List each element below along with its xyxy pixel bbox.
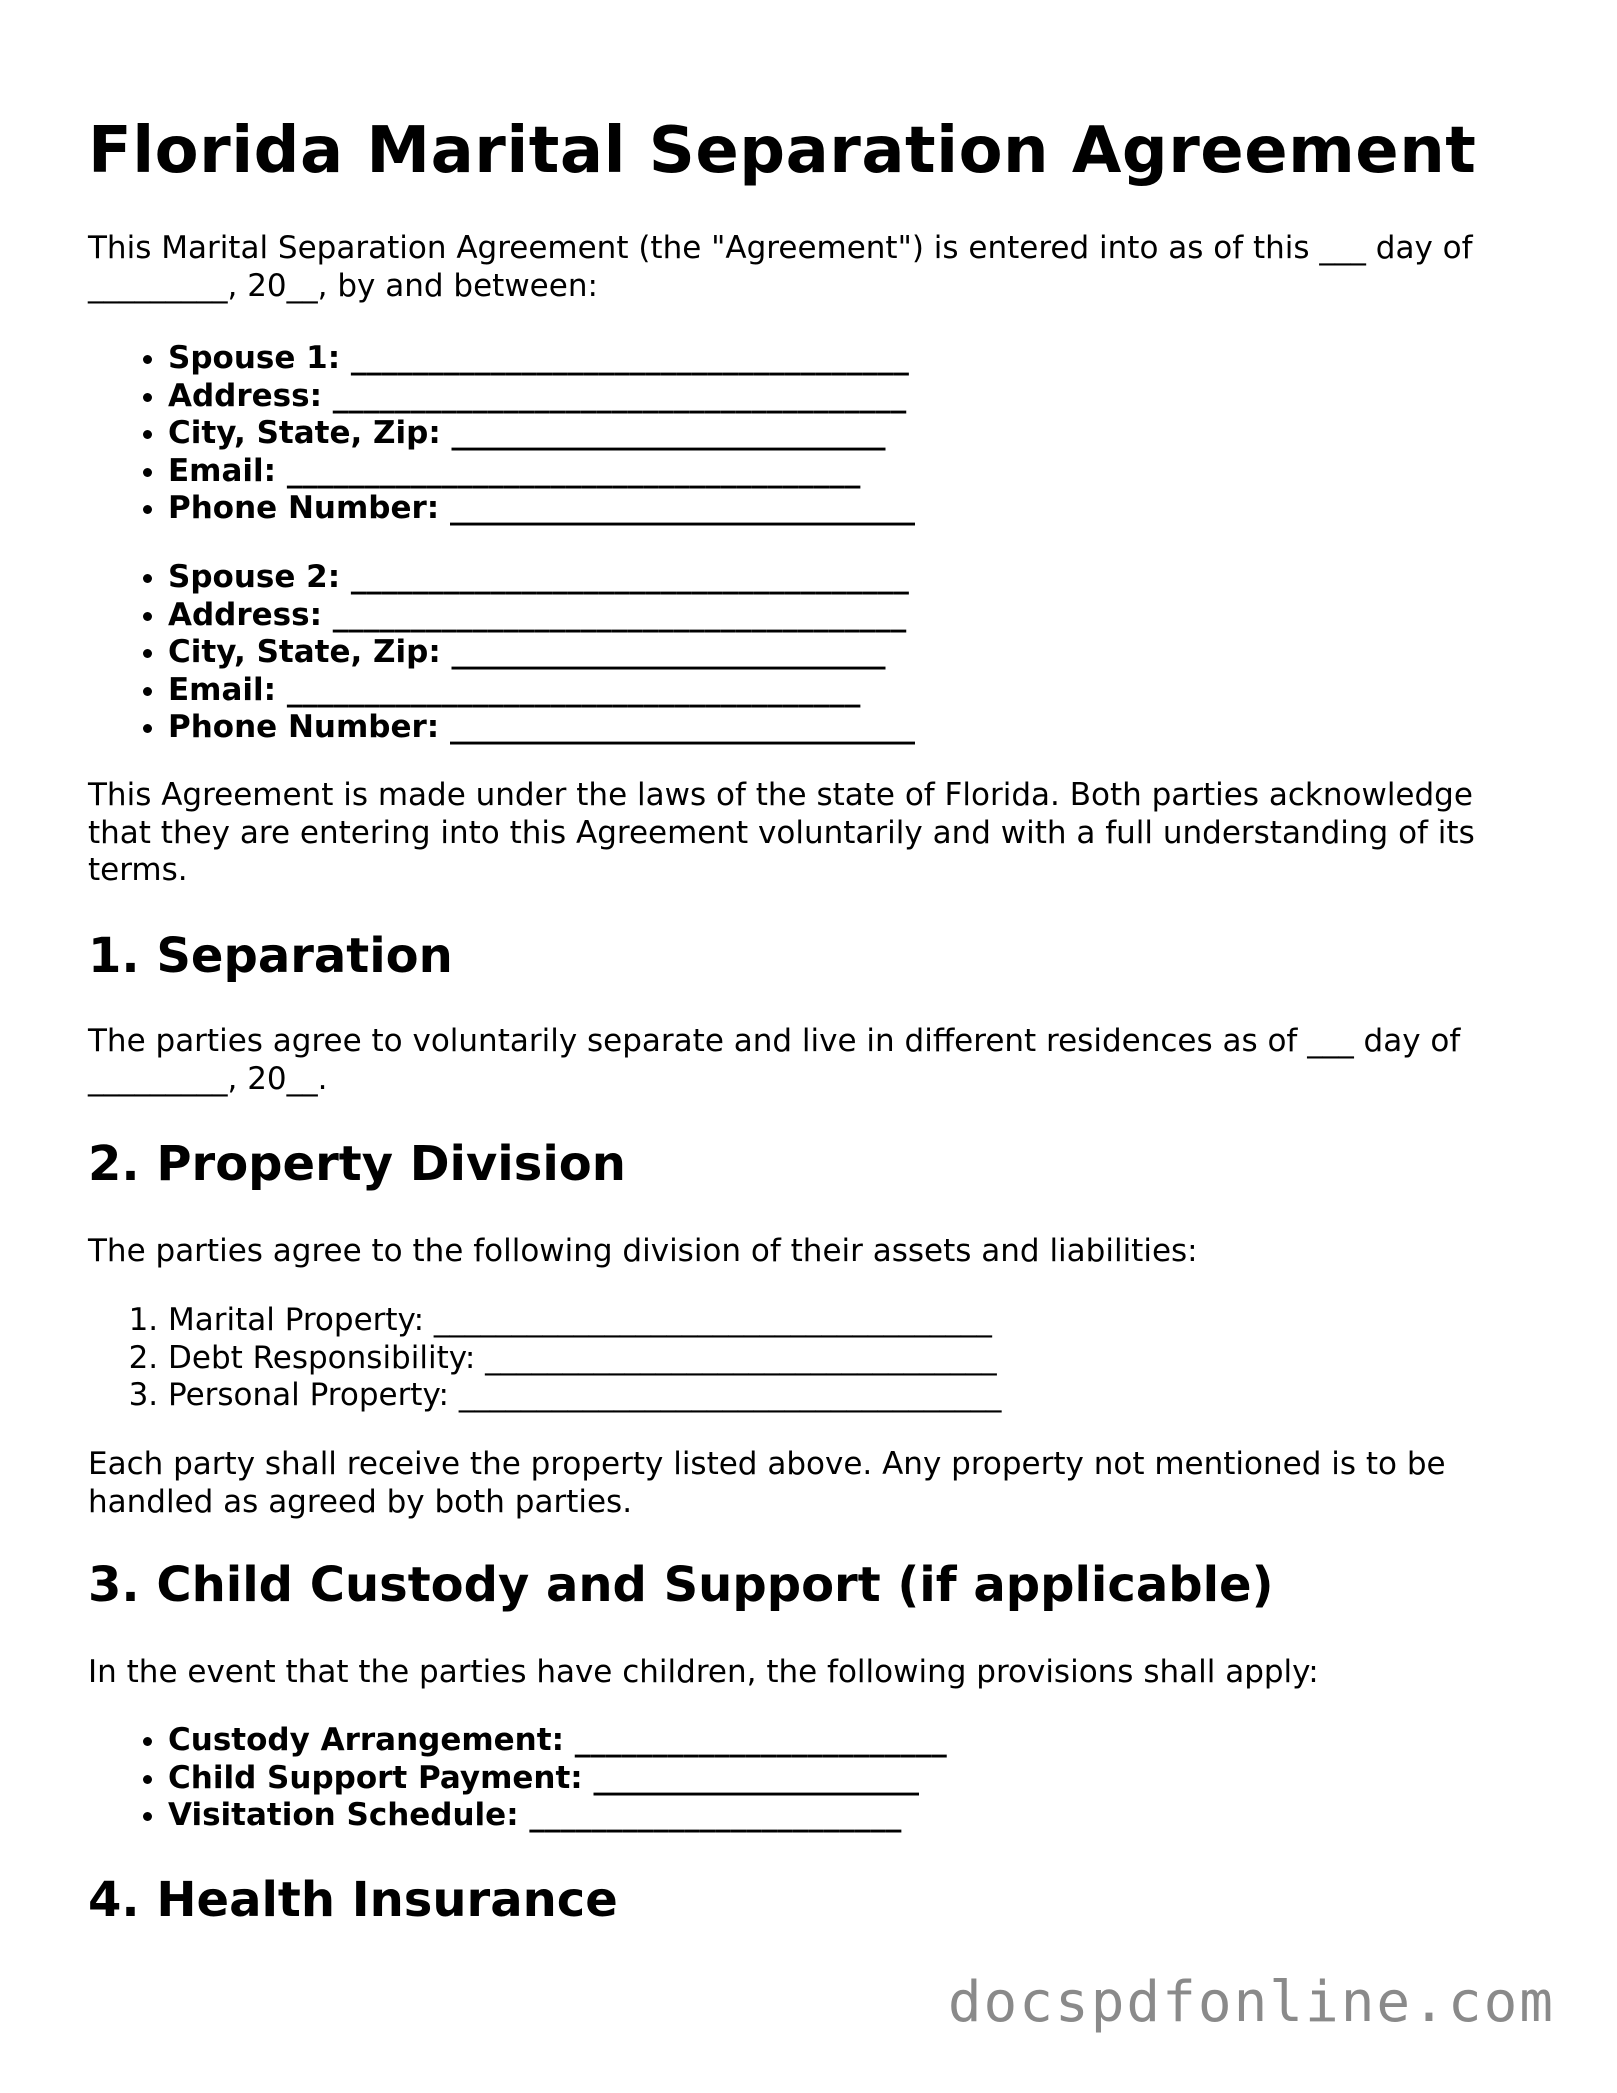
spouse-1-email-field: • Email: _____________________________________: [168, 453, 915, 491]
spouse-2-fields: [88, 559, 915, 747]
spouse-2-phone-field: • Phone Number: ______________________________: [168, 709, 915, 747]
property-division-list: [88, 1302, 1001, 1415]
child-custody-fields: [88, 1722, 947, 1835]
spouse-2-name-field: • Spouse 2: ____________________________________: [168, 559, 915, 597]
section-1-text: The parties agree to voluntarily separate and live in different residences as of ___ day of _________, 20__.: [88, 1023, 1461, 1097]
laws-paragraph: This Agreement is made under the laws of the state of Florida. Both parties acknowledge that they are entering into this Agreement voluntarily and with a full understanding of its terms.: [88, 777, 1475, 888]
spouse-2-email-field: • Email: _____________________________________: [168, 672, 915, 710]
intro-paragraph: This Marital Separation Agreement (the "Agreement") is entered into as of this ___ day of _________, 20__, by and between:: [88, 230, 1473, 304]
watermark: docspdfonline.com: [947, 1970, 1555, 2035]
spouse-1-name-field: • Spouse 1: ____________________________________: [168, 340, 915, 378]
spouse-1-phone-field: • Phone Number: ______________________________: [168, 490, 915, 528]
debt-responsibility-field: 2. Debt Responsibility: _________________________________: [168, 1340, 1001, 1378]
spouse-2-address-field: • Address: _____________________________________: [168, 597, 915, 635]
spouse-1-address-field: • Address: _____________________________________: [168, 378, 915, 416]
child-support-payment-field: • Child Support Payment: _____________________: [168, 1760, 947, 1798]
section-2-heading: 2. Property Division: [88, 1136, 626, 1192]
document-title: Florida Marital Separation Agreement: [88, 114, 1477, 188]
marital-property-field: 1. Marital Property: ____________________________________: [168, 1302, 1001, 1340]
personal-property-field: 3. Personal Property: ___________________________________: [168, 1377, 1001, 1415]
section-1-heading: 1. Separation: [88, 928, 453, 984]
spouse-1-fields: [88, 340, 915, 528]
section-2-text: The parties agree to the following division of their assets and liabilities:: [88, 1233, 1198, 1269]
section-2-closing: Each party shall receive the property listed above. Any property not mentioned is to be handled as agreed by both parties.: [88, 1446, 1446, 1520]
spouse-1-city-state-zip-field: • City, State, Zip: ____________________________: [168, 415, 915, 453]
custody-arrangement-field: • Custody Arrangement: ________________________: [168, 1722, 947, 1760]
visitation-schedule-field: • Visitation Schedule: ________________________: [168, 1797, 947, 1835]
spouse-2-city-state-zip-field: • City, State, Zip: ____________________________: [168, 634, 915, 672]
section-4-heading: 4. Health Insurance: [88, 1872, 618, 1928]
section-3-text: In the event that the parties have children, the following provisions shall apply:: [88, 1654, 1319, 1690]
section-3-heading: 3. Child Custody and Support (if applicable): [88, 1557, 1274, 1613]
